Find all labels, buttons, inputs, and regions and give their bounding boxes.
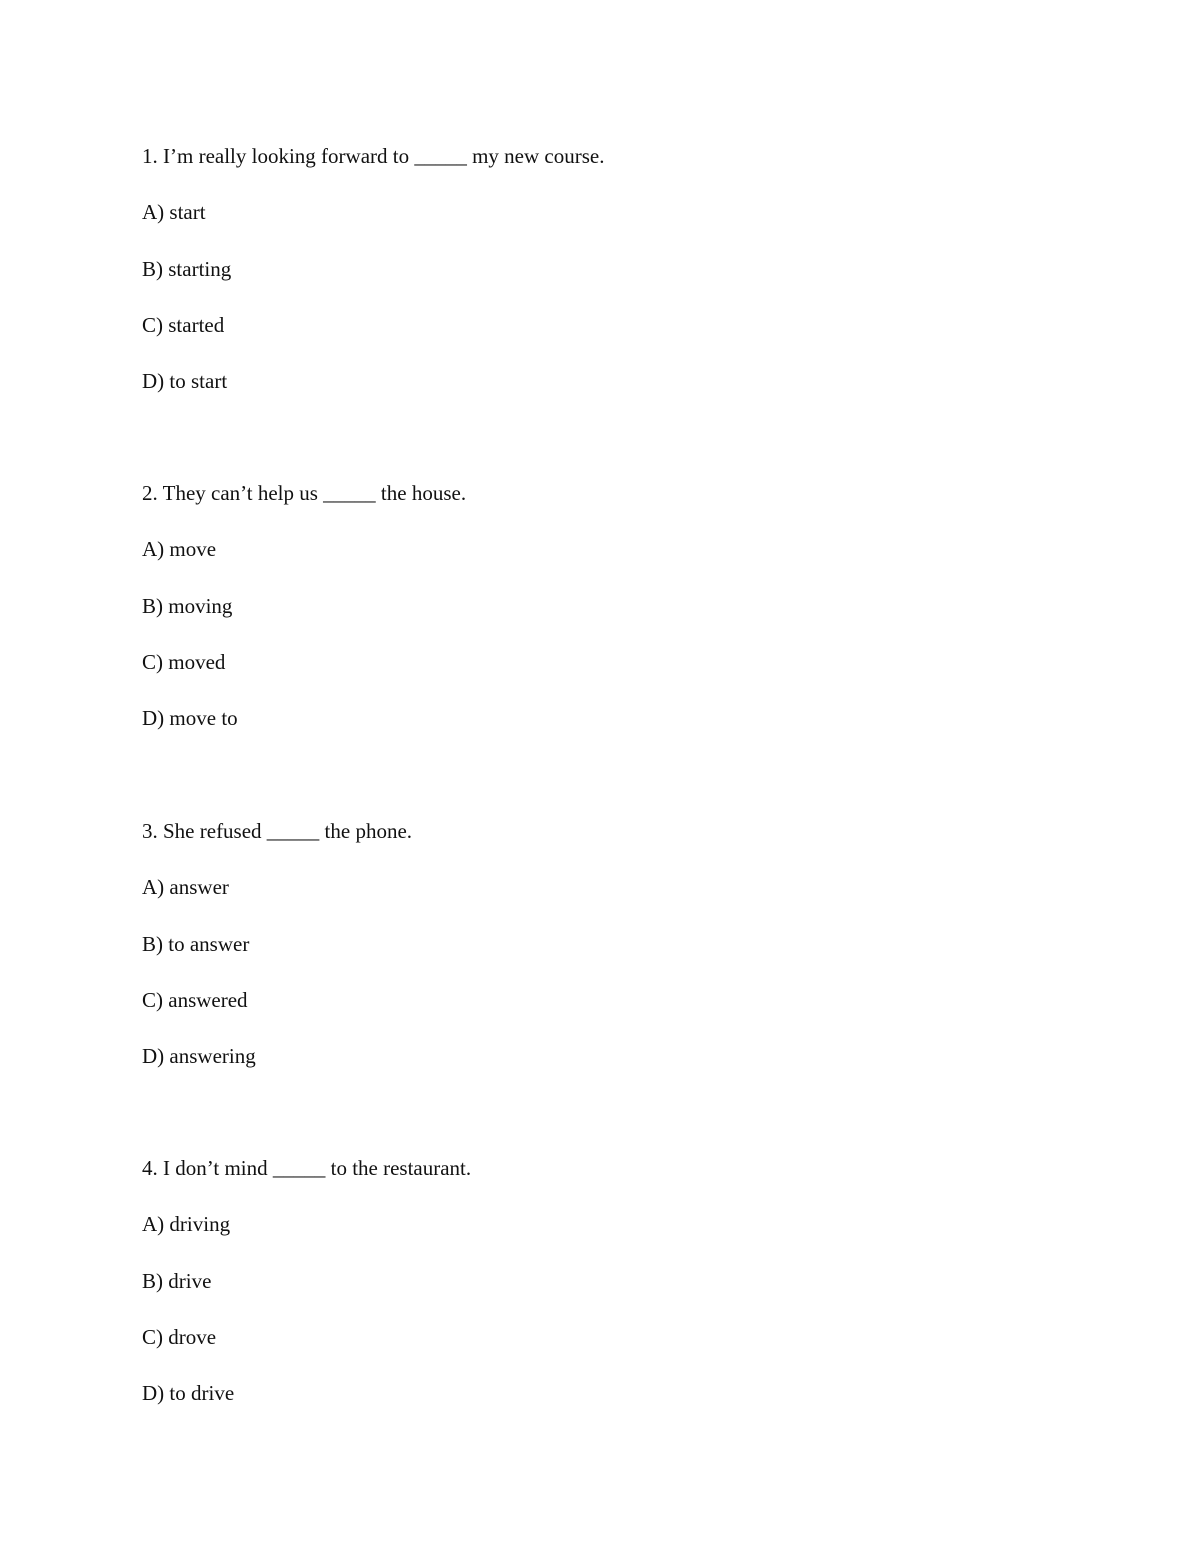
question-prompt: 1. I’m really looking forward to _____ my new course. (142, 144, 605, 168)
answer-option: D) move to (142, 706, 238, 731)
question-prompt: 4. I don’t mind _____ to the restaurant. (142, 1156, 472, 1180)
answer-option: A) move (142, 537, 217, 562)
answer-option: D) to start (142, 369, 228, 394)
answer-option: B) moving (142, 593, 233, 618)
answer-option: B) drive (142, 1268, 212, 1293)
answer-option: C) moved (142, 649, 226, 674)
question-prompt: 3. She refused _____ the phone. (142, 819, 413, 843)
answer-option: D) answering (142, 1044, 256, 1069)
answer-option: C) started (142, 312, 225, 337)
question-4 (142, 1158, 1042, 1439)
answer-option: D) to drive (142, 1381, 235, 1406)
answer-option: B) to answer (142, 931, 250, 956)
answer-option: A) answer (142, 875, 229, 900)
answer-option: A) start (142, 200, 206, 225)
question-1 (142, 146, 1042, 427)
question-prompt: 2. They can’t help us _____ the house. (142, 481, 467, 505)
question-2 (142, 483, 1042, 764)
answer-option: A) driving (142, 1212, 231, 1237)
question-3 (142, 821, 1042, 1102)
answer-option: B) starting (142, 256, 232, 281)
answer-option: C) answered (142, 987, 248, 1012)
answer-option: C) drove (142, 1324, 217, 1349)
